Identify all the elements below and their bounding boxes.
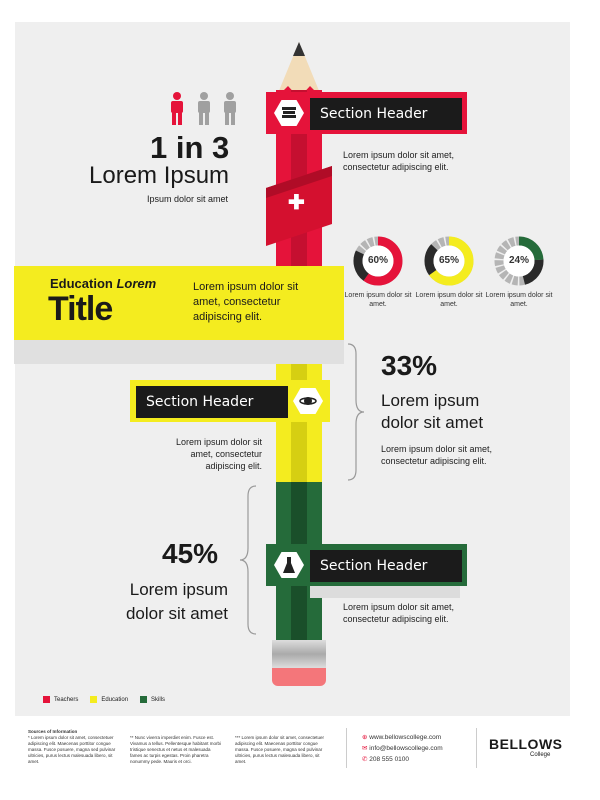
footer-divider [346, 728, 347, 768]
stat33-number: 33% [381, 350, 438, 381]
donut-chart-3 [494, 236, 544, 286]
puzzle-icon: ✚ [288, 192, 305, 214]
donut-caption: Lorem ipsum dolor sit amet. [485, 292, 553, 308]
brand-sub: College [530, 752, 551, 758]
footer-website-text: www.bellowscollege.com [369, 734, 442, 741]
legend-label: Education [101, 696, 129, 703]
stat-1in3-title: Lorem Ipsum [89, 162, 230, 189]
section3-header: Section Header [310, 550, 462, 582]
brace-left [236, 484, 260, 636]
donut-caption: Lorem ipsum dolor sit amet. [344, 292, 412, 308]
footer-sources-title: Sources of Information [28, 729, 78, 734]
legend-swatch [43, 696, 50, 703]
section3-shadow [310, 584, 460, 598]
title-body: Lorem ipsum dolor sit amet, consectetur adipiscing elit. [193, 281, 299, 323]
footer-email[interactable] [362, 743, 443, 754]
donut-percent-label: 24% [508, 255, 529, 266]
stat-1in3-number: 1 in 3 [150, 130, 230, 165]
person-icon-grey-2 [224, 92, 236, 125]
brand-logo: BELLOWS [489, 736, 563, 752]
stat33-title: Lorem ipsum dolor sit amet [381, 391, 484, 432]
section2-body: Lorem ipsum dolor sit amet, consectetur adipiscing elit. [175, 437, 262, 471]
donut-chart-2 [424, 236, 474, 286]
legend-item-teachers [43, 696, 78, 703]
brace-right [344, 342, 368, 482]
legend-swatch [140, 696, 147, 703]
donut-chart-1 [353, 236, 403, 286]
pencil-eraser [272, 668, 326, 686]
title-line1 [50, 276, 156, 291]
legend-label: Teachers [54, 696, 79, 703]
footer-col3: *** Lorem ipsum dolor sit amet, consectetuer adipiscing elit. Maecenas porttitor congue massa. Fusce posuere, magna sed pulvinar ultricies, purus lectus malesuada libero, sit amet. [235, 735, 325, 764]
legend-swatch [90, 696, 97, 703]
legend [43, 696, 165, 703]
section1-body: Lorem ipsum dolor sit amet, consectetur adipiscing elit. [343, 150, 455, 172]
footer-email-text: info@bellowscollege.com [369, 745, 443, 752]
footer-sources [28, 729, 120, 765]
legend-item-skills [140, 696, 165, 703]
footer-phone [362, 754, 443, 765]
phone-icon: ✆ [362, 756, 368, 763]
footer-col2: ** Nunc viverra imperdiet enim. Fusce est. Vivamus a tellus. Pellentesque habitant morbi tristique senectus et netus et malesuada fames ac turpis egestas. Proin pharetra nonummy pede. Mauris et orci. [130, 735, 221, 764]
footer-divider-2 [476, 728, 477, 768]
footer-phone-text: 208 555 0100 [369, 756, 410, 763]
person-icon-grey [198, 92, 210, 125]
globe-icon: ⊕ [362, 734, 368, 741]
footer-sources-text: * Lorem ipsum dolor sit amet, consectetuer adipiscing elit. Maecenas porttitor congue massa. Fusce posuere, magna sed pulvinar ultricies, purus lectus malesuada libero, sit amet. [28, 735, 116, 764]
section1-header: Section Header [310, 98, 462, 130]
donut-percent-label: 60% [367, 255, 388, 266]
stat45-number: 45% [162, 538, 219, 569]
title-line1-b: Lorem [116, 276, 157, 291]
main-title: Title [48, 290, 113, 328]
stat-1in3-sub: Ipsum dolor sit amet [147, 194, 229, 204]
footer-website[interactable] [362, 732, 443, 743]
donut-caption: Lorem ipsum dolor sit amet. [415, 292, 483, 308]
stat45-title: Lorem ipsum dolor sit amet [125, 580, 228, 623]
people-icons [166, 92, 242, 126]
donut-percent-label: 65% [438, 255, 459, 266]
mail-icon: ✉ [362, 745, 368, 752]
section2-header: Section Header [136, 386, 288, 418]
stat33-body: Lorem ipsum dolor sit amet, consectetur adipiscing elit. [381, 444, 493, 466]
footer-contact [362, 732, 443, 765]
legend-label: Skills [151, 696, 166, 703]
person-icon-red [171, 92, 183, 125]
legend-item-education [90, 696, 128, 703]
title-line1-a: Education [50, 276, 113, 291]
pencil-ferrule [272, 640, 326, 668]
section3-body: Lorem ipsum dolor sit amet, consectetur adipiscing elit. [343, 602, 455, 624]
